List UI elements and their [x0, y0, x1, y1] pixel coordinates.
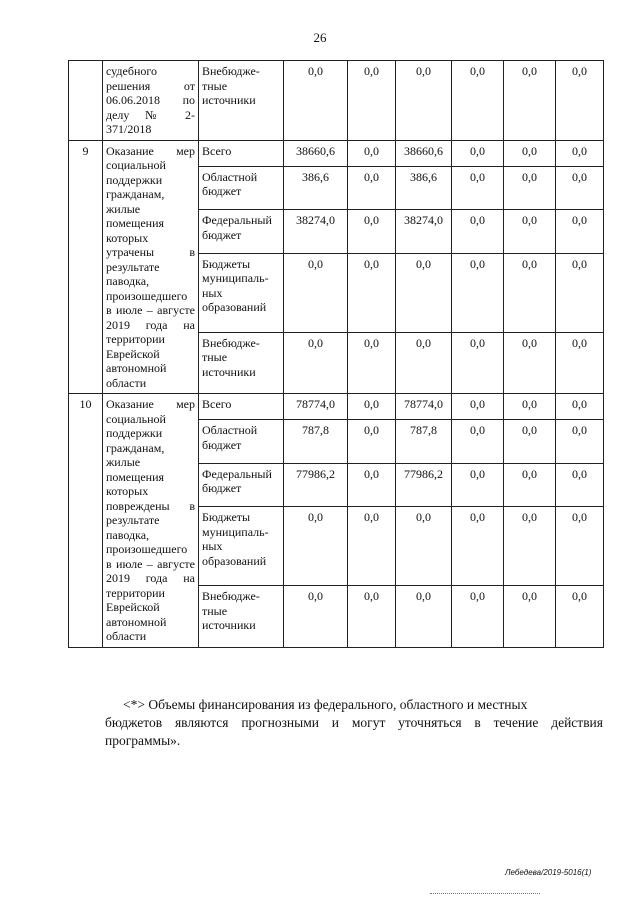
- funding-source: Всего: [199, 394, 284, 420]
- bottom-dotted-line: [430, 893, 540, 894]
- amount-cell: 0,0: [504, 140, 556, 166]
- amount-cell: 78774,0: [284, 394, 348, 420]
- measure-name: Оказание мер социальной поддержки гражданам, жилые помещения которых утрачены в результате паводка, произошедшего в июле – августе 2019 года на территории Еврейской автономной области: [103, 140, 199, 394]
- amount-cell: 0,0: [504, 61, 556, 141]
- amount-cell: 0,0: [452, 61, 504, 141]
- amount-cell: 0,0: [504, 394, 556, 420]
- amount-cell: 0,0: [284, 61, 348, 141]
- footnote-line-1: <*> Объемы финансирования из федерального, областного и местных: [123, 697, 528, 712]
- amount-cell: 386,6: [396, 166, 452, 210]
- author-stamp: Лебедева/2019-5016(1): [505, 868, 592, 877]
- amount-cell: 78774,0: [396, 394, 452, 420]
- measure-name: Оказание мер социальной поддержки гражданам, жилые помещения которых повреждены в результате паводка, произошедшего в июле – августе 2019 года на территории Еврейской автономной области: [103, 394, 199, 648]
- funding-source: Внебюдже-тные источники: [199, 332, 284, 393]
- amount-cell: 0,0: [452, 394, 504, 420]
- amount-cell: 0,0: [504, 507, 556, 586]
- amount-cell: 386,6: [284, 166, 348, 210]
- financing-table: [68, 60, 604, 648]
- amount-cell: 0,0: [504, 253, 556, 332]
- amount-cell: 0,0: [396, 507, 452, 586]
- amount-cell: 0,0: [504, 586, 556, 647]
- amount-cell: 787,8: [284, 420, 348, 464]
- amount-cell: 0,0: [556, 61, 604, 141]
- amount-cell: 0,0: [348, 210, 396, 254]
- amount-cell: 0,0: [348, 140, 396, 166]
- table-row: [69, 394, 604, 420]
- funding-source: Федеральный бюджет: [199, 210, 284, 254]
- amount-cell: 0,0: [348, 507, 396, 586]
- amount-cell: 0,0: [556, 210, 604, 254]
- amount-cell: 0,0: [452, 586, 504, 647]
- amount-cell: 0,0: [348, 586, 396, 647]
- footnote: [105, 696, 603, 750]
- table-row: [69, 140, 604, 166]
- funding-source: Областной бюджет: [199, 166, 284, 210]
- amount-cell: 0,0: [452, 463, 504, 507]
- amount-cell: 0,0: [556, 332, 604, 393]
- amount-cell: 0,0: [504, 420, 556, 464]
- amount-cell: 0,0: [348, 61, 396, 141]
- amount-cell: 0,0: [556, 586, 604, 647]
- amount-cell: 0,0: [452, 507, 504, 586]
- amount-cell: 0,0: [396, 253, 452, 332]
- amount-cell: 0,0: [348, 463, 396, 507]
- amount-cell: 0,0: [348, 394, 396, 420]
- amount-cell: 38660,6: [396, 140, 452, 166]
- amount-cell: 0,0: [284, 332, 348, 393]
- amount-cell: 0,0: [556, 140, 604, 166]
- amount-cell: 0,0: [556, 166, 604, 210]
- amount-cell: 77986,2: [284, 463, 348, 507]
- amount-cell: 0,0: [504, 210, 556, 254]
- amount-cell: 77986,2: [396, 463, 452, 507]
- amount-cell: 0,0: [348, 166, 396, 210]
- amount-cell: 0,0: [452, 420, 504, 464]
- amount-cell: 0,0: [284, 253, 348, 332]
- amount-cell: 38274,0: [396, 210, 452, 254]
- amount-cell: 0,0: [348, 253, 396, 332]
- funding-source: Бюджеты муниципаль-ных образований: [199, 507, 284, 586]
- funding-source: Бюджеты муниципаль-ных образований: [199, 253, 284, 332]
- row-number: [69, 61, 103, 141]
- amount-cell: 0,0: [452, 166, 504, 210]
- funding-source: Федеральный бюджет: [199, 463, 284, 507]
- funding-source: Внебюдже-тные источники: [199, 586, 284, 647]
- amount-cell: 0,0: [396, 586, 452, 647]
- funding-source: Областной бюджет: [199, 420, 284, 464]
- amount-cell: 38660,6: [284, 140, 348, 166]
- amount-cell: 0,0: [396, 61, 452, 141]
- amount-cell: 0,0: [284, 586, 348, 647]
- funding-source: Внебюдже-тные источники: [199, 61, 284, 141]
- amount-cell: 787,8: [396, 420, 452, 464]
- row-number: 9: [69, 140, 103, 394]
- amount-cell: 0,0: [556, 507, 604, 586]
- amount-cell: 0,0: [396, 332, 452, 393]
- page-number: 26: [313, 30, 327, 45]
- funding-source: Всего: [199, 140, 284, 166]
- measure-name: судебного решения от 06.06.2018 по делу № 2-371/2018: [103, 61, 199, 141]
- amount-cell: 0,0: [556, 463, 604, 507]
- row-number: 10: [69, 394, 103, 648]
- amount-cell: 0,0: [348, 420, 396, 464]
- amount-cell: 0,0: [452, 253, 504, 332]
- amount-cell: 38274,0: [284, 210, 348, 254]
- amount-cell: 0,0: [348, 332, 396, 393]
- amount-cell: 0,0: [556, 420, 604, 464]
- amount-cell: 0,0: [504, 166, 556, 210]
- footnote-line-rest: бюджетов являются прогнозными и могут уточняться в течение действия программы».: [105, 715, 603, 748]
- amount-cell: 0,0: [504, 463, 556, 507]
- amount-cell: 0,0: [284, 507, 348, 586]
- amount-cell: 0,0: [452, 332, 504, 393]
- amount-cell: 0,0: [556, 253, 604, 332]
- amount-cell: 0,0: [504, 332, 556, 393]
- table-row: [69, 61, 604, 141]
- amount-cell: 0,0: [556, 394, 604, 420]
- amount-cell: 0,0: [452, 140, 504, 166]
- amount-cell: 0,0: [452, 210, 504, 254]
